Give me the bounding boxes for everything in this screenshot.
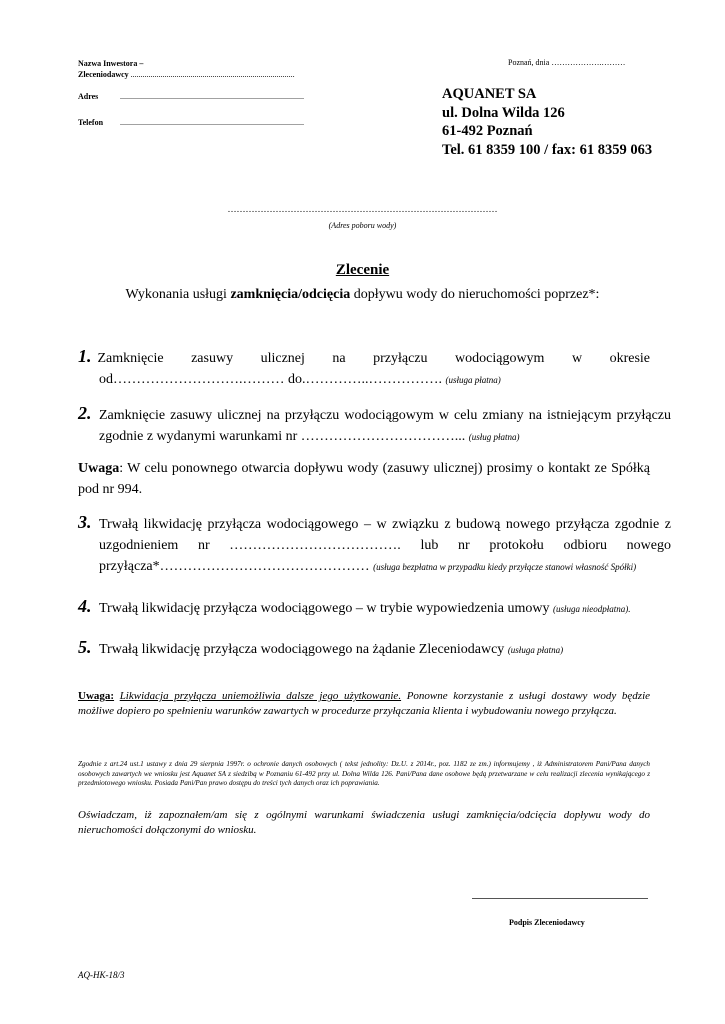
liquidation-warning [78, 689, 650, 719]
option-text: Trwałą likwidację przyłącza wodociągowego – w trybie wypowiedzenia umowy [99, 601, 553, 616]
option-item-4[interactable] [78, 596, 671, 620]
document-code: AQ-HK-18/3 [78, 970, 125, 980]
option-item-1[interactable] [78, 346, 650, 391]
option-number: 5. [78, 637, 92, 657]
investor-field [78, 58, 295, 80]
phone-field [78, 118, 348, 127]
address-input-line[interactable]: ............................................................................................ [120, 92, 304, 101]
option-number: 2. [78, 403, 92, 423]
option-text-line-2: od……………………….……… do.…………..……………. [99, 372, 446, 387]
signature-line[interactable] [472, 898, 648, 899]
option-text-line-1: Zamknięcie zasuwy ulicznej na przyłączu wodociągowym w okresie [97, 351, 650, 366]
investor-input-line[interactable]: .................................................................................. [130, 70, 295, 79]
option-text: Trwałą likwidację przyłącza wodociągowego na żądanie Zleceniodawcy [99, 642, 508, 657]
option-number: 4. [78, 596, 92, 616]
address-label: Adres [78, 92, 99, 101]
company-name: AQUANET SA [442, 86, 537, 102]
note-label: Uwaga [78, 461, 120, 476]
phone-input-line[interactable]: ............................................................................................ [120, 118, 304, 127]
option-item-2[interactable] [78, 403, 671, 448]
company-address-block [442, 85, 652, 159]
option-text: Zamknięcie zasuwy ulicznej na przyłączu wodociągowym w celu zmiany na istniejącym przyłączu zgodnie z wydanymi warunkami nr ……………………………... [99, 408, 671, 444]
signature-label: Podpis Zleceniodawcy [509, 918, 585, 927]
investor-label-2: Zleceniodawcy [78, 70, 129, 79]
option-item-3[interactable] [78, 512, 671, 577]
document-title: Zlecenie [335, 262, 390, 278]
address-field [78, 92, 348, 101]
subtitle-text-2: dopływu wody do nieruchomości poprzez*: [350, 287, 600, 302]
document-subtitle [0, 287, 725, 303]
water-address-caption: (Adres poboru wody) [328, 221, 397, 230]
subtitle-text-1: Wykonania usługi [125, 287, 231, 302]
warning-label: Uwaga: [78, 690, 115, 702]
option-note: (usługa bezpłatna w przypadku kiedy przyłącze stanowi własność Spółki) [373, 562, 637, 572]
subtitle-bold: zamknięcia/odcięcia [230, 287, 351, 302]
option-note: (usług płatna) [468, 432, 520, 442]
gdpr-notice: Zgodnie z art.24 ust.1 ustawy z dnia 29 sierpnia 1997r. o ochronie danych osobowych ( tekst jednolity: Dz.U. z 2014r., poz. 1182 ze zm.) informujemy , iż Administratorem Pani/Pana danych osobowych zawartych we wniosku jest Aquanet SA z siedzibą w Poznaniu 61-492 przy ul. Dolna Wilda 126. Pani/Pana dane osobowe będą przetwarzane w celu realizacji zlecenia wynikającego z przedmiotowego wniosku. Posiada Pani/Pan prawo dostępu do treści tych danych oraz ich poprawiania. [78, 760, 650, 787]
water-address-line[interactable]: ……………………………………………………………………………… [227, 204, 498, 214]
note-text: : W celu ponownego otwarcia dopływu wody (zasuwy ulicznej) prosimy o kontakt ze Spółką pod nr 994. [78, 461, 650, 497]
option-number: 3. [78, 512, 92, 532]
option-text: Trwałą likwidację przyłącza wodociągowego – w związku z budową nowego przyłącza zgodnie z uzgodnieniem nr ………………………………. lub nr protokołu odbioru nowego przyłącza*……………………………………… [99, 517, 671, 574]
option-number: 1. [78, 346, 92, 366]
contact-note [78, 458, 650, 500]
phone-label: Telefon [78, 118, 104, 127]
company-street: ul. Dolna Wilda 126 [442, 104, 565, 121]
option-item-5[interactable] [78, 637, 671, 661]
company-contact: Tel. 61 8359 100 / fax: 61 8359 063 [442, 141, 653, 158]
warning-underlined-text: Likwidacja przyłącza uniemożliwia dalsze jego użytkowanie. [119, 690, 402, 702]
place-date[interactable]: Poznań, dnia ……………….……… [508, 58, 626, 67]
declaration-text: Oświadczam, iż zapoznałem/am się z ogólnymi warunkami świadczenia usługi zamknięcia/odcięcia dopływu wody do nieruchomości dołączonymi do wniosku. [78, 809, 650, 836]
option-note: (usługa płatna) [507, 645, 564, 655]
company-city: 61-492 Poznań [442, 123, 533, 139]
option-note: (usługa płatna) [445, 375, 501, 385]
option-note: (usługa nieodpłatna). [552, 604, 631, 614]
warning-text: Ponowne korzystanie z usługi dostawy wody będzie możliwe dopiero po spełnieniu warunków zawartych w procedurze przyłączania klienta i wybudowaniu nowego przyłącza. [78, 690, 651, 717]
investor-label: Nazwa Inwestora – [78, 59, 144, 68]
